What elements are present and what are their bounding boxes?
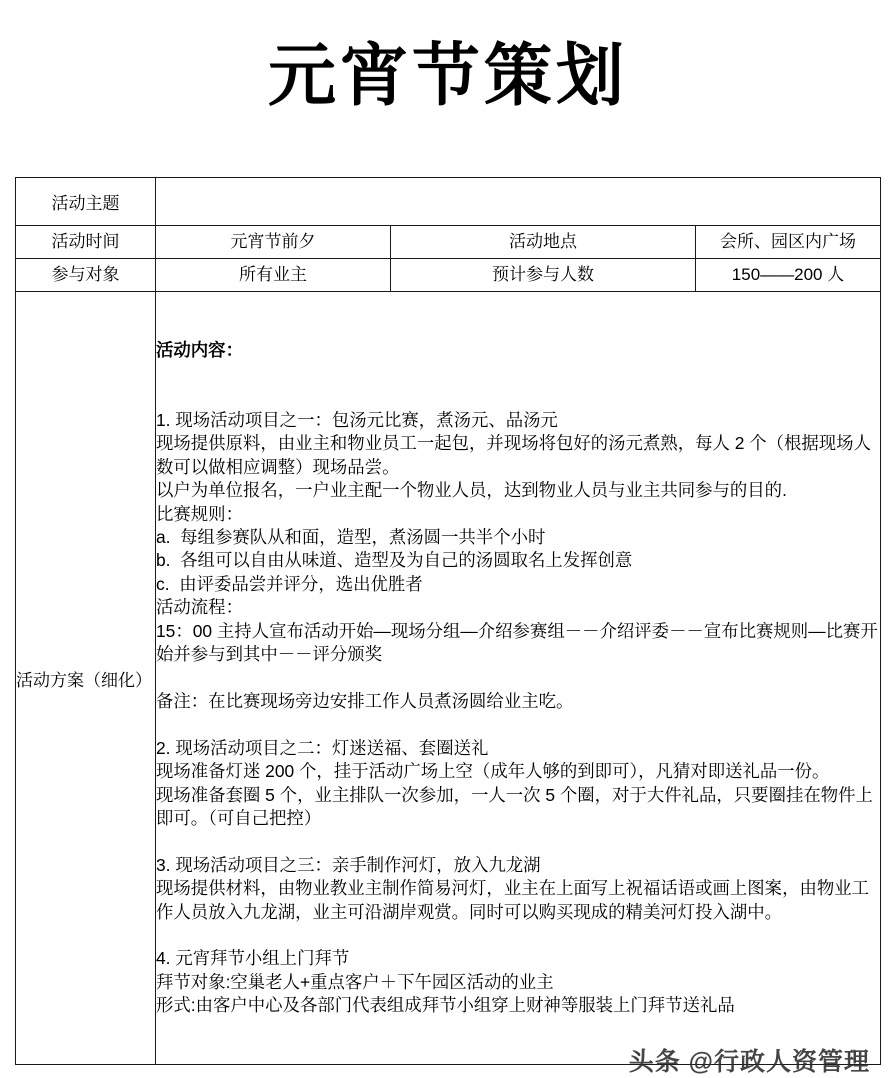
content-paragraph: 2. 现场活动项目之二：灯迷送福、套圈送礼 — [156, 737, 489, 758]
content-blank-line — [156, 924, 880, 947]
content-paragraph: 活动流程： — [156, 597, 243, 618]
content-paragraph: b. 各组可以自由从味道、造型及为自己的汤圆取名上发挥创意 — [156, 550, 633, 571]
cell-label-expected-count: 预计参与人数 — [391, 259, 696, 292]
cell-value-expected-count[interactable]: 150——200 人 — [696, 259, 881, 292]
table-row — [16, 226, 881, 259]
cell-value-theme[interactable] — [156, 178, 881, 226]
table-row — [16, 292, 881, 1065]
content-paragraph: c. 由评委品尝并评分，选出优胜者 — [156, 573, 423, 594]
content-paragraph: 比赛规则： — [156, 503, 243, 524]
content-paragraph: 现场提供材料，由物业教业主制作简易河灯，业主在上面写上祝福话语或画上图案，由物业工作人员放入九龙湖，业主可沿湖岸观赏。同时可以购买现成的精美河灯投入湖中。 — [156, 878, 870, 922]
content-lines — [156, 409, 880, 1018]
content-paragraph: 3. 现场活动项目之三：亲手制作河灯，放入九龙湖 — [156, 854, 541, 875]
content-paragraph: 15：00 主持人宣布活动开始—现场分组—介绍参赛组－－介绍评委－－宣布比赛规则—比赛开始并参与到其中－－评分颁奖 — [156, 620, 878, 665]
content-paragraph: 备注：在比赛现场旁边安排工作人员煮汤圆给业主吃。 — [156, 690, 574, 711]
content-blank-line — [156, 713, 880, 736]
content-blank-line — [156, 830, 880, 853]
watermark: 头条 @行政人资管理 — [628, 1048, 871, 1077]
cell-label-time: 活动时间 — [16, 226, 156, 259]
cell-label-scheme: 活动方案（细化） — [16, 292, 156, 1065]
table-row — [16, 259, 881, 292]
content-paragraph: 形式:由客户中心及各部门代表组成拜节小组穿上财神等服装上门拜节送礼品 — [156, 995, 735, 1016]
cell-scheme-content[interactable] — [156, 292, 881, 1077]
page-title: 元宵节策划 — [267, 38, 628, 114]
cell-label-theme: 活动主题 — [16, 178, 156, 226]
cell-value-location[interactable]: 会所、园区内广场 — [696, 226, 881, 259]
table-row — [16, 178, 881, 226]
cell-value-participants[interactable]: 所有业主 — [156, 259, 391, 292]
cell-label-location: 活动地点 — [391, 226, 696, 259]
content-paragraph: a. 每组参赛队从和面，造型，煮汤圆一共半个小时 — [156, 527, 546, 548]
content-paragraph: 拜节对象:空巢老人+重点客户＋下午园区活动的业主 — [156, 971, 554, 992]
cell-label-participants: 参与对象 — [16, 259, 156, 292]
activity-plan-table — [15, 177, 881, 1077]
content-paragraph: 现场准备灯迷 200 个，挂于活动广场上空（成年人够的到即可），凡猜对即送礼品一份。 — [156, 761, 830, 782]
content-paragraph: 现场提供原料，由业主和物业员工一起包，并现场将包好的汤元煮熟，每人 2 个（根据现场人数可以做相应调整）现场品尝。 — [156, 433, 871, 477]
content-paragraph: 现场准备套圈 5 个，业主排队一次参加，一人一次 5 个圈，对于大件礼品，只要圈挂在物件上即可。（可自己把控） — [156, 784, 873, 828]
cell-value-time[interactable]: 元宵节前夕 — [156, 226, 391, 259]
content-paragraph: 4. 元宵拜节小组上门拜节 — [156, 948, 350, 969]
content-paragraph: 1. 现场活动项目之一：包汤元比赛，煮汤元、品汤元 — [156, 410, 558, 431]
content-heading: 活动内容： — [156, 339, 243, 360]
content-paragraph: 以户为单位报名，一户业主配一个物业人员，达到物业人员与业主共同参与的目的. — [156, 480, 787, 501]
content-blank-line — [156, 667, 880, 690]
scheme-content-body — [156, 292, 880, 1064]
